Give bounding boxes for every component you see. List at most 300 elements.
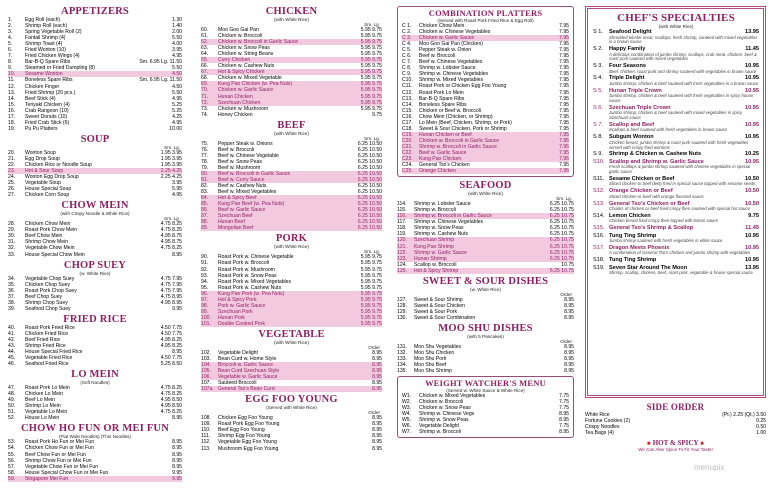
item-number: C15. <box>402 107 413 114</box>
section-title: MOO SHU DISHES <box>438 322 533 334</box>
item-name: Shrimp w. Snow Peas <box>419 417 469 424</box>
item-price: 10.95 <box>745 257 759 264</box>
item-number: 18. <box>8 119 16 126</box>
item-description: Fresh scallops & jumbo shrimp sauteed with chinese vegetables in special garlic sauce <box>609 164 751 175</box>
item-number: W6. <box>402 423 412 430</box>
section-subtitle: (w. White Rice) <box>470 286 501 292</box>
item-number: C14. <box>402 101 413 108</box>
item-price: 4.95 8.25 <box>160 336 182 343</box>
item-number: 11. <box>8 77 15 84</box>
item-price: 8.95 <box>172 349 182 356</box>
item-price: 6.25 10.50 <box>357 183 382 190</box>
pepper-icon: ✸ <box>646 442 651 448</box>
item-price: 6.25 10.75 <box>549 213 574 220</box>
column-4 <box>583 0 768 497</box>
item-name: Hunan Triple Crown <box>609 87 662 94</box>
item-price: 10.95 <box>745 63 759 70</box>
item-name: Beef Lo Mein <box>25 397 56 404</box>
item-price: 6.25 10.75 <box>549 201 574 208</box>
item-price: 3.95 <box>172 47 182 54</box>
specialty-item <box>593 213 759 224</box>
item-name: Roast Pork Fried Rice <box>25 324 75 331</box>
item-number: 37. <box>8 293 16 300</box>
item-price: 1.00 <box>756 430 766 437</box>
item-name: General Tso's Shrimp & Scallop <box>609 225 694 232</box>
column-3 <box>393 0 578 497</box>
item-number: 49. <box>8 397 16 404</box>
item-name: Roast Pork Chop Suey <box>25 287 77 294</box>
item-price: 4.95 8.75 <box>160 233 182 240</box>
item-price: 8.95 <box>372 380 382 387</box>
item-number: 60. <box>201 27 209 33</box>
specialty-item <box>593 134 759 150</box>
item-price: 6.25 10.50 <box>357 189 382 196</box>
item-price: 8.95 <box>172 415 182 422</box>
item-name: Sweet & Sour Pork <box>414 308 458 315</box>
item-name: Sweet & Sour Combination <box>414 314 476 321</box>
item-number: 33. <box>8 251 16 258</box>
item-price: 4.95 8.95 <box>160 299 182 306</box>
item-number: 116. <box>397 213 407 220</box>
size-header: Sm. Lg. <box>556 196 572 202</box>
item-name: Moo Shu Chicken <box>414 349 455 356</box>
item-price: 7.95 <box>559 137 569 144</box>
item-name: Beef Chop Suey <box>25 293 63 300</box>
item-number: S 7. <box>593 121 603 128</box>
item-number: S 4. <box>593 75 603 82</box>
item-name: Shrimp & Chicken w. Cashew Nuts <box>609 151 702 158</box>
item-number: 85. <box>201 201 209 208</box>
item-name: Roast Pork Lo Mein <box>419 89 464 96</box>
item-name: Chicken Lo Mein <box>25 391 63 398</box>
item-price: 4.75 8.25 <box>160 245 182 252</box>
item-number: 87. <box>201 213 209 220</box>
item-number: 30. <box>8 233 16 240</box>
specialty-header <box>593 225 759 232</box>
item-name: Tung Ting Shrimp <box>609 257 657 264</box>
item-name: Beef w. Mushroom <box>218 164 261 171</box>
item-price: 8.95 <box>372 349 382 356</box>
item-price: 7.95 <box>559 53 569 60</box>
item-name: House Special Soup <box>25 186 72 193</box>
item-name: Shrimp w. Broccoli in Garlic Sauce <box>419 143 497 150</box>
item-number: 77. <box>201 152 209 159</box>
item-number: 113. <box>201 445 211 452</box>
item-name: Bar-B-Q Spare Ribs <box>25 59 71 66</box>
menu-item <box>8 126 182 132</box>
item-name: Chicken Egg Foo Young <box>218 415 273 422</box>
item-price: 5.95 9.75 <box>360 69 382 76</box>
item-number: 108. <box>201 415 211 422</box>
item-number: C18. <box>402 125 413 132</box>
item-name: White Rice <box>585 412 610 418</box>
item-price: 7.95 <box>559 59 569 66</box>
item-number: 5. <box>8 41 13 48</box>
section-title: APPETIZERS <box>61 6 129 17</box>
item-name: Chicken Fried Rice <box>25 330 69 337</box>
item-name: Hot & Spicy Shrimp <box>414 267 459 274</box>
item-number: 76. <box>201 146 209 153</box>
item-price: 5.50 <box>172 65 182 72</box>
item-price: 5.95 9.75 <box>360 308 382 315</box>
item-number: 79. <box>201 164 209 171</box>
item-description: Chicken breast fried crispy then topped with lemon sauce <box>609 218 718 224</box>
item-name: Shrimp w. Chinese Vegetables <box>414 219 484 226</box>
item-price: 3.95 <box>172 180 182 187</box>
item-number: 51. <box>8 409 16 416</box>
item-price: 6.25 10.75 <box>549 231 574 238</box>
menu-item <box>8 361 182 367</box>
item-number: C12. <box>402 89 413 96</box>
item-price: 5.95 9.75 <box>360 81 382 88</box>
item-price: 8.95 <box>559 429 569 436</box>
item-name: Chicken w. Mixed Vegetables <box>419 393 486 400</box>
item-number: W7. <box>402 429 412 436</box>
item-number: W4. <box>402 411 412 418</box>
section-title: CHOW HO FUN OR MEI FUN <box>21 423 169 435</box>
item-number: 119. <box>397 231 407 238</box>
section-subtitle: (Served w. White Sauce & White Rice) <box>446 388 525 394</box>
item-price: 0.50 <box>756 424 766 431</box>
menu-item <box>201 446 382 452</box>
item-price: 4.75 8.25 <box>160 227 182 234</box>
item-price: 7.95 <box>559 162 569 169</box>
item-name: Beef w. Broccoli in Garlic Sauce <box>218 170 291 177</box>
item-price: 6.25 10.50 <box>357 158 382 165</box>
item-number: 74. <box>201 111 209 118</box>
item-price: 8.95 <box>564 296 574 303</box>
item-price: 4.75 7.95 <box>160 275 182 282</box>
item-name: Chicken Chop Suey <box>25 281 71 288</box>
item-name: Shrimp w. Snow Peas <box>414 225 464 232</box>
item-name: Beef Stick (4) <box>25 95 56 102</box>
item-number: 8. <box>8 59 13 66</box>
item-price: 11.45 <box>745 46 759 53</box>
item-number: S16. <box>593 232 605 239</box>
menu-item <box>402 429 569 435</box>
item-price: 1.95 3.95 <box>160 155 182 162</box>
item-price: Sm. 6.95 Lg. 11.50 <box>139 59 182 66</box>
item-number: 64. <box>201 51 209 58</box>
item-price: 8.95 <box>372 415 382 422</box>
item-number: 97. <box>201 296 209 303</box>
menu-item <box>201 386 382 392</box>
item-name: Roast Pork w. Cashew Nuts <box>218 284 282 291</box>
item-price: 7.95 <box>559 131 569 138</box>
menu-section <box>201 233 382 327</box>
item-price: 7.95 <box>559 119 569 126</box>
item-price: 9.75 <box>748 212 759 219</box>
item-name: Beef w. Garlic Sauce <box>419 149 467 156</box>
item-name: Roast Pork Ho Fun or Mei Fun <box>25 439 95 446</box>
item-price: 10.95 <box>745 104 759 111</box>
item-number: 73. <box>201 105 209 112</box>
specialty-header <box>593 257 759 264</box>
item-name: Sesame Wonton <box>25 71 63 78</box>
item-name: Egg Roll (each) <box>25 17 61 23</box>
section-title: FRIED RICE <box>63 313 127 325</box>
item-name: Shrimp w. Lobster Sauce <box>419 65 476 72</box>
item-price: 5.95 9.75 <box>360 290 382 297</box>
item-number: W2. <box>402 399 412 406</box>
item-number: 19. <box>8 125 16 132</box>
item-number: S19. <box>593 264 605 271</box>
item-price: 8.95 <box>564 356 574 363</box>
item-number: 123. <box>397 255 407 262</box>
item-number: S15. <box>593 225 605 232</box>
item-name: Steamed or Fried Dumpling (8) <box>25 65 95 72</box>
item-price: 6.25 10.50 <box>357 164 382 171</box>
column-2 <box>195 0 388 497</box>
size-header: Order <box>560 338 572 344</box>
item-name: Lo Mein (Beef, Chicken, Shrimp, or Pork) <box>419 119 512 126</box>
section-subtitle: (w. White Rice) <box>79 270 111 276</box>
section-title: SOUP <box>80 133 110 145</box>
item-name: Szechuan Pork <box>218 308 253 315</box>
item-price: 8.95 <box>372 356 382 363</box>
item-name: Roast Pork w. Broccoli <box>218 260 269 267</box>
item-price: 8.95 <box>172 251 182 258</box>
item-name: Szechuan Chicken <box>218 99 261 106</box>
menu-item <box>8 252 182 258</box>
item-number: S 3. <box>593 63 603 70</box>
item-price: 5.95 9.75 <box>360 302 382 309</box>
item-description: Sliced chicken or beef with orange flavored sauce <box>609 193 704 199</box>
item-name: Boneless Spare Ribs <box>25 77 73 84</box>
size-header: Order <box>368 344 380 350</box>
item-price: 13.95 <box>745 29 759 35</box>
item-number: 134. <box>397 362 407 369</box>
item-number: 43. <box>8 342 16 349</box>
item-number: 25. <box>8 180 16 187</box>
item-price: 5.95 9.75 <box>360 296 382 303</box>
specialty-item <box>593 122 759 133</box>
item-price: 10.95 <box>745 75 759 82</box>
item-price: 4.50 7.75 <box>160 355 182 362</box>
side-item <box>585 430 766 436</box>
item-price: 4.95 8.25 <box>160 342 182 349</box>
item-price: 7.95 <box>559 95 569 102</box>
item-price: 6.25 10.75 <box>549 207 574 214</box>
item-price: 7.95 <box>559 107 569 114</box>
item-price: 4.00 <box>172 41 182 48</box>
section-title: CHOW MEIN <box>61 200 129 212</box>
item-price: 4.95 <box>172 119 182 126</box>
size-header: Sm. Lg. <box>164 144 180 150</box>
item-name: Fried Wonton (10) <box>25 47 66 54</box>
item-number: 4. <box>8 35 13 42</box>
item-name: Pepper Steak w. Onions <box>218 140 273 147</box>
menu-section <box>8 260 182 312</box>
item-name: Beef w. Snow Peas <box>218 158 262 165</box>
item-name: Shrimp w. Mixed Vegetables <box>419 77 483 84</box>
item-number: 41. <box>8 330 16 337</box>
menu-item <box>8 192 182 198</box>
menu-item <box>8 415 182 421</box>
item-number: 17. <box>8 113 16 120</box>
item-description: Jumbo shrimp, chicken & beef sauteed with mixed vegetables in spicy Szechuan sauce <box>609 110 743 121</box>
item-number: S14. <box>593 212 605 219</box>
item-price: 5.95 <box>172 186 182 193</box>
item-number: 117. <box>397 219 407 226</box>
item-number: S10. <box>593 158 605 165</box>
item-price: 7.75 <box>559 405 569 412</box>
item-price: 6.25 10.50 <box>357 195 382 202</box>
item-name: Chicken w. Mushroom <box>218 105 269 112</box>
item-name: Roast Pork or Chicken Egg Foo Young <box>419 83 507 90</box>
item-number: S13. <box>593 200 605 207</box>
item-price: Sm. 6.95 Lg. 11.50 <box>139 77 182 84</box>
menu-section <box>201 329 382 392</box>
item-price: 5.95 9.75 <box>360 39 382 46</box>
item-price: 8.95 <box>172 457 182 464</box>
item-name: Fortune Cookies (2) <box>585 418 631 425</box>
item-name: Beef w. Mixed Vegetables <box>218 189 277 196</box>
item-number: 6. <box>8 47 13 54</box>
item-price: 5.50 <box>172 35 182 42</box>
side-order-section <box>585 402 766 436</box>
item-name: General Tso's Bean Curd <box>218 386 275 393</box>
specialty-item <box>593 257 759 264</box>
item-name: Tea Bags (4) <box>585 430 614 437</box>
item-number: 135. <box>397 368 407 375</box>
item-price: 10.50 <box>745 200 759 207</box>
item-number: 131. <box>397 343 407 350</box>
item-name: Scallop and Beef <box>609 121 655 128</box>
item-name: Chicken or Beef w. Broccoli <box>419 107 482 114</box>
item-name: Sweet & Sour Chicken <box>414 302 465 309</box>
item-number: 24. <box>8 174 16 181</box>
item-number: 10. <box>8 71 16 78</box>
section-subtitle: (with White Rice) <box>274 339 309 345</box>
item-number: 27. <box>8 192 16 199</box>
item-name: Chicken w. Snow Peas <box>218 45 270 52</box>
item-number: 59. <box>8 475 16 482</box>
item-price: 8.95 <box>559 411 569 418</box>
item-number: 20. <box>8 149 16 156</box>
item-name: Roast Pork w. Chinese Vegetable <box>218 254 294 261</box>
item-number: 36. <box>8 287 16 294</box>
item-price: 4.95 8.50 <box>160 403 182 410</box>
item-price: 7.95 <box>559 143 569 150</box>
item-number: S12. <box>593 188 605 195</box>
item-price: 8.95 <box>564 343 574 350</box>
item-number: 104. <box>201 362 211 369</box>
menu-item <box>397 268 574 274</box>
item-description: Shredded lobster meat, scallops, fresh shrimp, sauteed with mixed vegetables in a brown sauce <box>609 34 758 45</box>
menu-section <box>8 200 182 257</box>
item-price: 5.95 9.75 <box>360 254 382 261</box>
item-number: S 9. <box>593 151 603 158</box>
section-title: COMBINATION PLATTERS <box>428 8 543 18</box>
item-price: 7.75 <box>559 393 569 400</box>
item-name: Shrimp w. Cashew Nuts <box>414 231 469 238</box>
item-name: Sweet & Sour Chicken, Pork or Shrimp <box>419 125 507 132</box>
menu-section <box>8 314 182 367</box>
item-number: C 4. <box>402 41 412 48</box>
item-name: Shrimp Fried Rice <box>25 342 66 349</box>
item-name: House Lo Mein <box>25 415 60 422</box>
item-price: 10.95 <box>745 121 759 128</box>
item-name: Shrimp w. Broccoli in Garlic Sauce <box>414 213 492 220</box>
item-name: House Special Chow Fun or Mei Fun <box>25 469 109 476</box>
item-number: 47. <box>8 385 16 392</box>
item-number: 22. <box>8 161 16 168</box>
menu-section <box>8 6 182 132</box>
item-number: 78. <box>201 158 209 165</box>
item-price: 5.25 <box>172 107 182 114</box>
item-name: Sweet & Sour Shrimp <box>414 296 463 303</box>
item-number: C16. <box>402 113 413 120</box>
item-number: S 8. <box>593 134 603 141</box>
item-number: 72. <box>201 99 209 106</box>
item-price: 5.95 9.75 <box>360 266 382 273</box>
item-name: Beef w. Broccoli <box>218 146 255 153</box>
item-number: 90. <box>201 254 209 261</box>
menu-section <box>397 180 574 274</box>
item-name: Beef Chow Mein <box>25 233 63 240</box>
item-number: C 9. <box>402 71 412 78</box>
item-price: 9.95 <box>172 469 182 476</box>
item-number: C 5. <box>402 47 412 54</box>
item-name: Chicken Rice or Noodle Soup <box>25 161 92 168</box>
item-name: Fried Shrimp (20 pcs.) <box>25 89 76 96</box>
item-number: 56. <box>8 457 16 464</box>
item-price: 4.75 8.25 <box>160 391 182 398</box>
item-name: Roast Pork w. Mushroom <box>218 266 275 273</box>
menu-section <box>201 6 382 118</box>
item-name: Chicken Finger <box>25 83 60 90</box>
item-name: Beef Fried Rice <box>25 336 61 343</box>
item-name: Chicken Chow Mein <box>419 23 465 29</box>
pepper-icon: ✸ <box>700 442 705 448</box>
item-number: 32. <box>8 245 16 252</box>
item-number: 129. <box>397 308 407 315</box>
item-price: 9.95 <box>172 305 182 312</box>
item-number: 15. <box>8 101 16 108</box>
item-price: 4.75 8.95 <box>160 293 182 300</box>
item-number: 65. <box>201 57 209 64</box>
item-price: 7.95 <box>559 35 569 42</box>
item-number: 34. <box>8 275 16 282</box>
specialty-item <box>593 63 759 74</box>
item-number: 44. <box>8 349 16 356</box>
item-name: Scallop w. Broccoli <box>414 261 457 268</box>
item-name: Chicken w. Garlic Sauce <box>218 87 274 94</box>
item-number: 1. <box>8 17 13 23</box>
item-name: Hunan Shrimp <box>414 255 447 262</box>
item-price: 4.25 <box>172 113 182 120</box>
item-name: Roast Pork Egg Foo Young <box>218 421 280 428</box>
item-price: 6.25 10.75 <box>549 249 574 256</box>
item-number: 103. <box>201 356 211 363</box>
item-price: 11.45 <box>745 225 759 232</box>
item-name: Chicken w. String Beans <box>218 51 274 58</box>
section-subtitle: (with Crispy Noodle & White Rice) <box>60 211 130 217</box>
item-number: C22. <box>402 149 413 156</box>
item-name: Shrimp Chop Suey <box>25 299 68 306</box>
item-price: 8.95 <box>372 374 382 381</box>
item-price: 10.25 <box>745 151 759 158</box>
item-number: 110. <box>201 427 211 434</box>
item-number: 31. <box>8 239 16 246</box>
item-name: Hunan Chicken <box>218 93 253 100</box>
item-description: Chunks of chicken or beef fried crispy then sauteed with special hot sauce <box>609 206 750 212</box>
chefs-specialties-box <box>585 6 766 398</box>
item-price: 4.50 <box>172 83 182 90</box>
section-subtitle: (with White Rice) <box>274 244 309 250</box>
item-name: Beef w. Chinese Vegetable <box>218 152 279 159</box>
